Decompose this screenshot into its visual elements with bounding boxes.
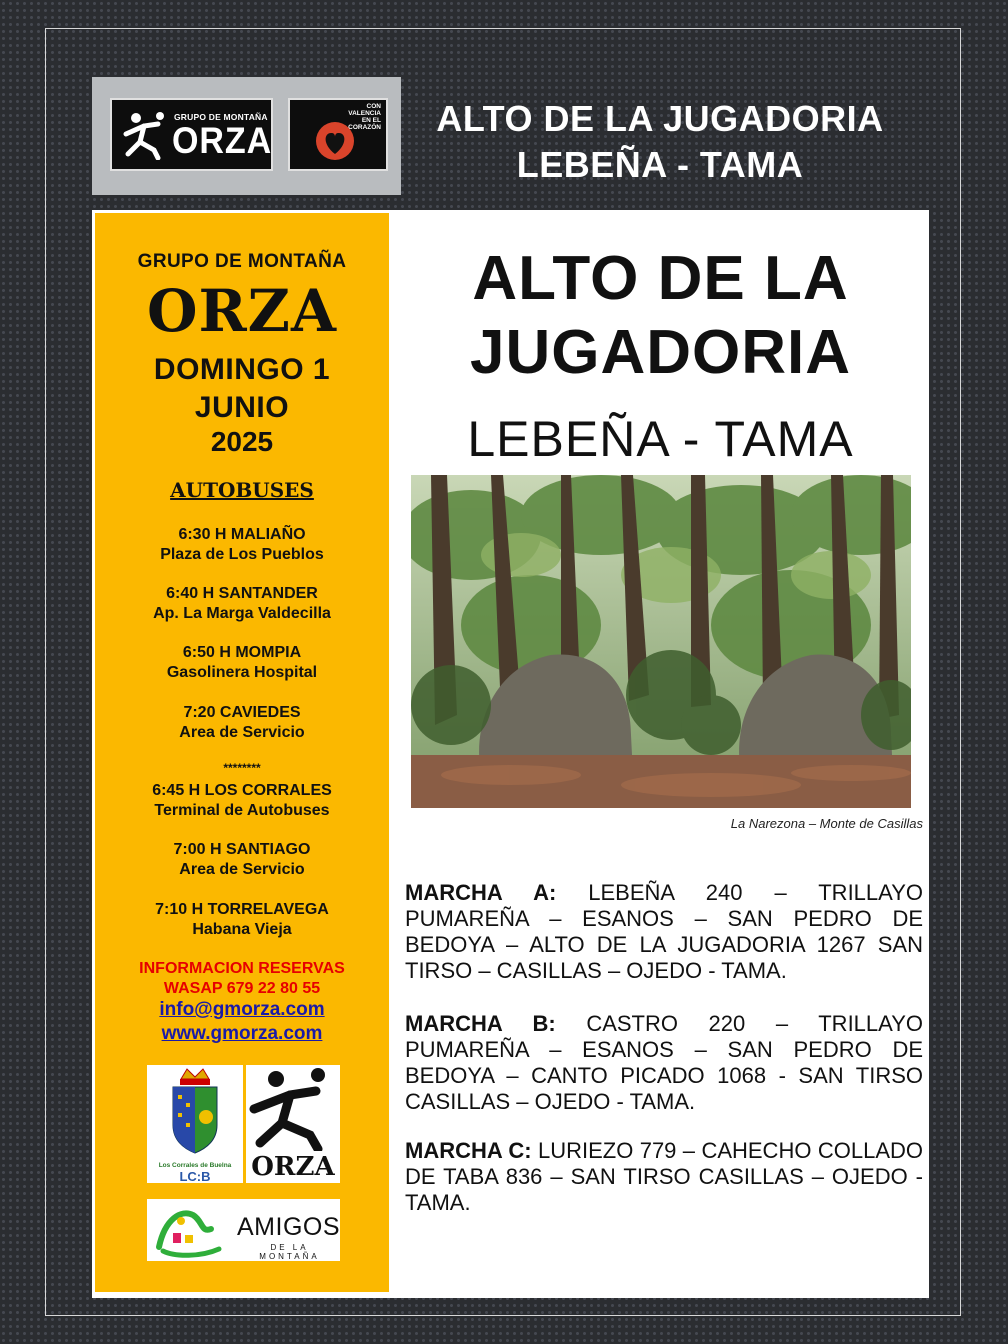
- marcha-a: MARCHA A: LEBEÑA 240 – TRILLAYO PUMAREÑA – ESANOS – SAN PEDRO DE BEDOYA – ALTO DE LA JUGADORIA 1267 SAN TIRSO – CASILLAS – OJEDO - TAMA.: [405, 880, 923, 983]
- main-title: ALTO DE LA JUGADORIA: [469, 244, 852, 387]
- orza-logo-name: ORZA: [172, 120, 273, 161]
- marcha-b: MARCHA B: CASTRO 220 – TRILLAYO PUMAREÑA – ESANOS – SAN PEDRO DE BEDOYA – CANTO PICADO 1068 - SAN TIRSO CASILLAS – OJEDO - TAMA.: [405, 1011, 923, 1114]
- orza-logo: [110, 98, 273, 171]
- photo-caption: La Narezona – Monte de Casillas: [730, 816, 923, 831]
- amigos-logo-name: AMIGOS: [237, 1213, 341, 1241]
- header-title-line2: LEBEÑA - TAMA: [516, 144, 804, 185]
- bus-stop: 7:10 H TORRELAVEGA Habana Vieja: [155, 901, 329, 938]
- bus-stop: 6:50 H MOMPIA Gasolinera Hospital: [166, 644, 318, 681]
- buses-title: AUTOBUSES: [170, 478, 314, 502]
- valencia-logo: [288, 98, 388, 171]
- bus-stop: 7:00 H SANTIAGO Area de Servicio: [173, 841, 311, 878]
- header-title-line1: ALTO DE LA JUGADORIA: [436, 98, 884, 139]
- corrales-logo-code: LC:B: [179, 1169, 211, 1184]
- poster: [92, 210, 929, 1298]
- bus-stop: 6:40 H SANTANDER Ap. La Marga Valdecilla: [153, 585, 331, 622]
- heart-icon: [312, 116, 358, 162]
- header-title: [405, 96, 915, 188]
- reservation-info: INFORMACION RESERVAS WASAP 679 22 80 55: [139, 960, 345, 997]
- amigos-logo: [147, 1199, 340, 1261]
- corrales-logo: [147, 1065, 243, 1183]
- amigos-logo-subtitle: DE LA MONTAÑA: [259, 1243, 320, 1261]
- hiker-icon: [246, 1065, 340, 1151]
- event-date: DOMINGO 1 JUNIO: [153, 353, 331, 424]
- orza-name: ORZA: [146, 277, 338, 345]
- valencia-logo-text: CON VALENCIA EN EL CORAZÓN: [348, 103, 381, 131]
- coat-of-arms-icon: [147, 1065, 243, 1157]
- email-link[interactable]: info@gmorza.com: [159, 999, 325, 1020]
- group-label: GRUPO DE MONTAÑA: [137, 251, 347, 272]
- bus-stop: 6:30 H MALIAÑO Plaza de Los Pueblos: [160, 526, 324, 563]
- orza-logo-subtitle: GRUPO DE MONTAÑA: [174, 112, 268, 122]
- orza-logo-small: [246, 1065, 340, 1183]
- stops-separator: ********: [223, 761, 261, 775]
- mountain-friends-icon: [151, 1199, 227, 1261]
- marcha-c: MARCHA C: LURIEZO 779 – CAHECHO COLLADO DE TABA 836 – SAN TIRSO CASILLAS – OJEDO - TAMA.: [405, 1138, 923, 1215]
- corrales-logo-text: Los Corrales de Buelna: [158, 1162, 232, 1169]
- hiker-icon: [122, 110, 170, 160]
- header-logos: [92, 77, 401, 195]
- orza-logo-small-text: ORZA: [251, 1152, 335, 1182]
- event-year: 2025: [210, 426, 274, 457]
- bus-stop: 7:20 CAVIEDES Area de Servicio: [179, 704, 305, 741]
- main-subtitle: LEBEÑA - TAMA: [467, 411, 854, 467]
- bus-stop: 6:45 H LOS CORRALES Terminal de Autobuses: [152, 782, 332, 819]
- sidebar: [95, 213, 389, 1292]
- forest-photo: [411, 475, 911, 808]
- website-link[interactable]: www.gmorza.com: [161, 1023, 323, 1044]
